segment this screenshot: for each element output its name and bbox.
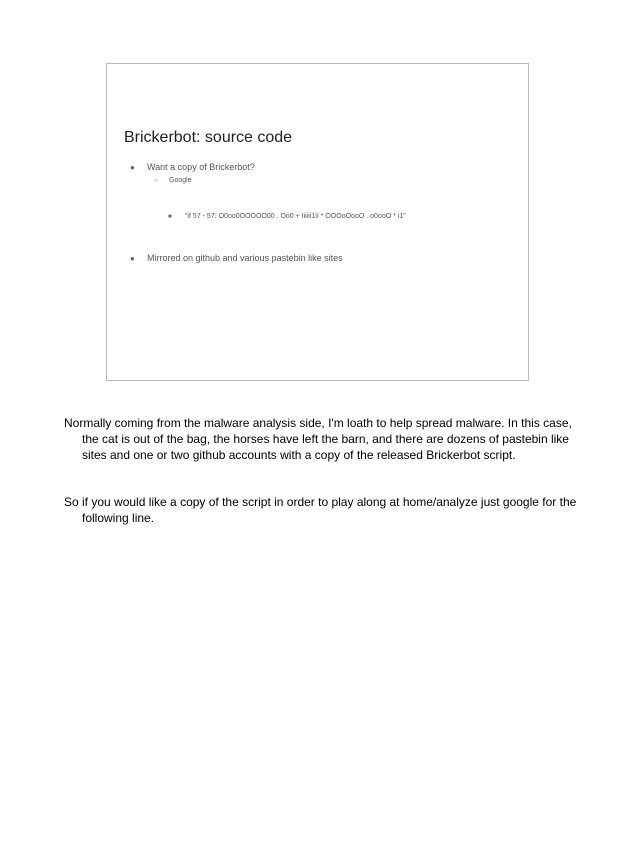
slide-bullet-level3 xyxy=(168,213,406,220)
filled-circle-bullet-icon: ● xyxy=(130,163,135,172)
slide-frame xyxy=(106,63,529,381)
bullet-text: Mirrored on github and various pastebin like sites xyxy=(147,253,343,263)
slide-bullet-level1 xyxy=(130,162,255,172)
bullet-text: Want a copy of Brickerbot? xyxy=(147,162,255,172)
hollow-circle-bullet-icon: ○ xyxy=(154,178,158,184)
bullet-text: Google xyxy=(169,177,192,184)
slide-bullet-level1 xyxy=(130,253,343,263)
body-paragraph: Normally coming from the malware analysis side, I'm loath to help spread malware. In this case, the cat is out of the bag, the horses have left the barn, and there are dozens of pastebin like sites and one or two github accounts with a copy of the released Brickerbot script. xyxy=(64,416,572,462)
slide-bullet-level2 xyxy=(154,177,192,184)
slide-title: Brickerbot: source code xyxy=(124,129,293,146)
filled-circle-bullet-icon: ● xyxy=(130,254,135,263)
bullet-text-code-line: "if 57 - 57: O0oo0OOOOO00 . Oo0 + Iiiiii1iI * OOOoOooO . o0ooO * i1" xyxy=(185,213,406,220)
body-paragraph: So if you would like a copy of the script in order to play along at home/analyze just google for the following line. xyxy=(64,495,577,525)
square-bullet-icon: ■ xyxy=(168,214,172,220)
